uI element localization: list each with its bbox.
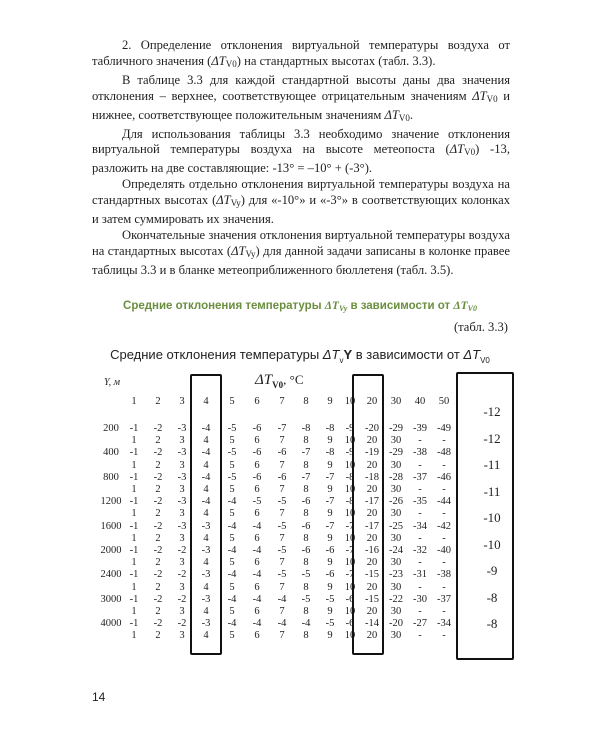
table-cell: 10 [344, 532, 356, 544]
table-cell: 20 [366, 484, 378, 495]
table-cell: - [442, 435, 446, 447]
table-cell: - [418, 484, 422, 495]
table-cell: -4 [227, 593, 237, 605]
table-cell: 9 [327, 581, 333, 593]
table-cell: -6 [252, 447, 262, 459]
table-cell: -16 [365, 545, 379, 556]
height-label: 1200 [100, 496, 122, 508]
table-cell: 8 [303, 581, 309, 593]
table-cell: 8 [303, 532, 309, 544]
table-cell: -18 [365, 471, 379, 483]
table-cell: -6 [301, 496, 311, 508]
table-cell: -7 [325, 496, 335, 508]
table-cell: -17 [365, 520, 379, 532]
table-cell: 3 [179, 581, 185, 593]
table-cell: -2 [177, 593, 187, 605]
table-cell: 20 [366, 459, 378, 471]
column-header: 1 [131, 396, 137, 407]
table-cell: -2 [153, 471, 163, 483]
table-cell: -20 [389, 618, 403, 630]
table-cell: 30 [390, 508, 402, 520]
table-cell: 20 [366, 581, 378, 593]
table-cell: - [418, 581, 422, 593]
column-header: 20 [366, 396, 378, 407]
table-cell: -3 [201, 545, 211, 556]
table-cell: -37 [437, 593, 451, 605]
table-cell: -37 [413, 471, 427, 483]
result-value: -11 [483, 457, 501, 472]
table-cell: - [442, 557, 446, 569]
table-cell: -6 [301, 520, 311, 532]
table-cell: -6 [325, 545, 335, 556]
table-cell: -34 [437, 618, 451, 630]
table-cell: -4 [252, 569, 262, 581]
table-cell: 30 [390, 630, 402, 642]
column-header: 50 [438, 396, 450, 407]
table-cell: -29 [389, 447, 403, 459]
table-cell: -2 [153, 569, 163, 581]
column-header: 7 [279, 396, 285, 407]
table-cell: 6 [254, 532, 260, 544]
table-cell: 8 [303, 484, 309, 495]
column-header: 8 [303, 396, 309, 407]
table-cell: - [418, 435, 422, 447]
table-cell: 6 [254, 459, 260, 471]
height-label: 400 [103, 447, 119, 459]
table-cell: -26 [389, 496, 403, 508]
table-cell: 8 [303, 459, 309, 471]
table-cell: 10 [344, 606, 356, 617]
table-cell: -3 [177, 471, 187, 483]
table-cell: -25 [389, 520, 403, 532]
table-cell: -9 [345, 447, 355, 459]
column-header: 5 [229, 396, 235, 407]
table-cell: 7 [279, 435, 285, 447]
table-cell: -35 [413, 496, 427, 508]
table-cell: 8 [303, 435, 309, 447]
table-cell: -3 [201, 520, 211, 532]
table-cell: -24 [389, 545, 403, 556]
table-cell: 6 [254, 508, 260, 520]
table-cell: -5 [325, 593, 335, 605]
table-cell: 20 [366, 508, 378, 520]
table-cell: - [442, 508, 446, 520]
table-cell: 7 [279, 606, 285, 617]
table-cell: 10 [344, 630, 356, 642]
table-reference: (табл. 3.3) [453, 320, 508, 334]
table-cell: 8 [303, 630, 309, 642]
table-cell: -6 [252, 423, 262, 434]
table-cell: 7 [279, 630, 285, 642]
table-cell: -7 [301, 447, 311, 459]
table-cell: -5 [277, 520, 287, 532]
table-cell: 3 [179, 508, 185, 520]
paragraph: Окончательные значения отклонения виртуальной температуры воздуха на стандартных высотах $(\Delta T_{Vy})$ для данной задачи записаны в колонке правее таблицы 3.3 и в бланке метеоприближенного бюллетеня (табл. 3.5). [92, 227, 510, 277]
table-title: Средние отклонения температуры $\Delta T_vY$ в зависимости от $\Delta T_{V0}$ [110, 347, 490, 365]
table-cell: -6 [252, 471, 262, 483]
paragraph: 2. Определение отклонения виртуальной температуры воздуха от табличного значения $(\Delta T_{V0})$ на стандартных высотах (табл. 3.3). [92, 38, 510, 69]
table-cell: -40 [437, 545, 451, 556]
table-cell: -4 [201, 496, 211, 508]
table-cell: 5 [229, 606, 235, 617]
table-cell: -9 [345, 423, 355, 434]
table-cell: 9 [327, 557, 333, 569]
table-cell: 20 [366, 532, 378, 544]
table-cell: -32 [413, 545, 427, 556]
table-cell: -5 [227, 423, 237, 434]
table-cell: -7 [325, 471, 335, 483]
table-cell: 1 [131, 581, 137, 593]
table-cell: - [442, 484, 446, 495]
table-cell: 9 [327, 459, 333, 471]
table-cell: -2 [153, 496, 163, 508]
table-cell: 30 [390, 581, 402, 593]
table-cell: 1 [131, 435, 137, 447]
table-cell: 10 [344, 508, 356, 520]
table-cell: -38 [437, 569, 451, 581]
table-cell: 4 [203, 630, 209, 642]
table-cell: 6 [254, 581, 260, 593]
table-cell: 3 [179, 630, 185, 642]
table-cell: 5 [229, 581, 235, 593]
table-cell: -4 [277, 618, 287, 630]
table-cell: -5 [301, 569, 311, 581]
table-cell: -4 [227, 618, 237, 630]
table-cell: 10 [344, 459, 356, 471]
table-cell: 1 [131, 532, 137, 544]
table-cell: -6 [345, 593, 355, 605]
table-cell: -17 [365, 496, 379, 508]
table-cell: - [418, 606, 422, 617]
height-axis-label: Y, м [104, 377, 121, 388]
column-header: 4 [203, 396, 209, 407]
table-cell: -2 [153, 520, 163, 532]
table-cell: -3 [177, 423, 187, 434]
table-cell: 5 [229, 435, 235, 447]
table-cell: -4 [252, 545, 262, 556]
table-cell: -4 [252, 520, 262, 532]
table-cell: -4 [301, 618, 311, 630]
highlight-column-4 [190, 374, 222, 655]
table-cell: -7 [277, 423, 287, 434]
page-number: 14 [92, 690, 106, 704]
table-cell: -7 [325, 520, 335, 532]
table-cell: 30 [390, 532, 402, 544]
table-cell: -2 [177, 545, 187, 556]
table-cell: -30 [413, 593, 427, 605]
table-cell: -44 [437, 496, 451, 508]
table-cell: 5 [229, 484, 235, 495]
height-label: 3000 [100, 593, 122, 605]
table-cell: -6 [277, 471, 287, 483]
table-cell: 7 [279, 557, 285, 569]
table-cell: -14 [365, 618, 379, 630]
column-header: 40 [414, 396, 426, 407]
table-cell: - [442, 581, 446, 593]
table-cell: - [418, 508, 422, 520]
table-cell: 9 [327, 532, 333, 544]
table-cell: -6 [325, 569, 335, 581]
table-cell: 8 [303, 508, 309, 520]
table-cell: 6 [254, 484, 260, 495]
result-value: -10 [483, 536, 501, 552]
table-cell: 4 [203, 508, 209, 520]
table-cell: -3 [177, 447, 187, 459]
table-cell: -1 [129, 471, 139, 483]
table-cell: 10 [344, 557, 356, 569]
table-caption: Средние отклонения температуры $\Delta T_{Vy}$ в зависимости от ΔTV0 [123, 300, 477, 313]
table-cell: 2 [155, 508, 161, 520]
table-cell: -6 [301, 545, 311, 556]
table-cell: 30 [390, 606, 402, 617]
table-cell: 6 [254, 606, 260, 617]
table-cell: 20 [366, 557, 378, 569]
table-cell: -15 [365, 593, 379, 605]
table-cell: -4 [227, 569, 237, 581]
table-cell: -5 [227, 471, 237, 483]
table-cell: 6 [254, 557, 260, 569]
table-cell: -5 [301, 593, 311, 605]
table-cell: -1 [129, 593, 139, 605]
table-cell: 1 [131, 606, 137, 617]
table-cell: -2 [177, 569, 187, 581]
table-cell: - [418, 459, 422, 471]
table-cell: -4 [227, 496, 237, 508]
table-cell: -42 [437, 520, 451, 532]
table-cell: - [418, 532, 422, 544]
table-cell: -38 [413, 447, 427, 459]
table-cell: 5 [229, 532, 235, 544]
result-value: -8 [486, 616, 498, 631]
table-cell: 5 [229, 557, 235, 569]
column-header: 3 [179, 396, 185, 407]
table-cell: - [442, 630, 446, 642]
body-text [92, 38, 510, 279]
table-cell: -6 [277, 447, 287, 459]
table-cell: 9 [327, 484, 333, 495]
table-cell: 7 [279, 459, 285, 471]
table-cell: -20 [365, 423, 379, 434]
table-cell: 30 [390, 557, 402, 569]
table-cell: -2 [153, 618, 163, 630]
table-cell: -5 [325, 618, 335, 630]
table-cell: 3 [179, 557, 185, 569]
table-cell: -31 [413, 569, 427, 581]
table-cell: -39 [413, 423, 427, 434]
table-cell: -2 [177, 618, 187, 630]
table-cell: -7 [345, 569, 355, 581]
paragraph: Для использования таблицы 3.3 необходимо значение отклонения виртуальной температуры воздуха на высоте метеопоста $(\Delta T_{V0})$ -13, разложить на две составляющие: -13° = –10° + (-3°). [92, 126, 510, 176]
column-header: 30 [390, 396, 402, 407]
table-cell: -4 [252, 593, 262, 605]
table-cell: -4 [227, 545, 237, 556]
table-cell: 4 [203, 532, 209, 544]
table-cell: 9 [327, 630, 333, 642]
height-label: 4000 [100, 618, 122, 630]
table-cell: -2 [153, 593, 163, 605]
table-cell: -4 [201, 471, 211, 483]
table-cell: -1 [129, 618, 139, 630]
table-cell: -8 [345, 471, 355, 483]
delta-t-header: $\Delta T_{V0}$, °C [255, 372, 304, 390]
table-cell: 9 [327, 606, 333, 617]
table-cell: - [418, 630, 422, 642]
table-cell: -1 [129, 520, 139, 532]
table-cell: 5 [229, 508, 235, 520]
table-cell: -29 [389, 423, 403, 434]
result-value: -12 [483, 430, 501, 446]
table-cell: -5 [252, 496, 262, 508]
table-cell: 5 [229, 630, 235, 642]
table-cell: 1 [131, 484, 137, 495]
result-value: -8 [486, 589, 498, 605]
table-cell: 2 [155, 484, 161, 495]
table-cell: 1 [131, 508, 137, 520]
table-cell: -15 [365, 569, 379, 581]
table-cell: -5 [277, 569, 287, 581]
table-cell: 3 [179, 459, 185, 471]
result-value: -11 [483, 483, 501, 499]
table-cell: -8 [345, 496, 355, 508]
table-cell: -5 [277, 545, 287, 556]
table-cell: -22 [389, 593, 403, 605]
table-cell: 30 [390, 435, 402, 447]
table-cell: 7 [279, 581, 285, 593]
table-cell: -7 [345, 520, 355, 532]
table-cell: 3 [179, 484, 185, 495]
table-cell: -4 [201, 447, 211, 459]
table-cell: 10 [344, 484, 356, 495]
table-cell: 10 [344, 435, 356, 447]
table-cell: -5 [227, 447, 237, 459]
table-cell: -8 [301, 423, 311, 434]
table-cell: 2 [155, 459, 161, 471]
table-cell: -7 [345, 545, 355, 556]
table-cell: 5 [229, 459, 235, 471]
table-cell: -5 [277, 496, 287, 508]
table-cell: 8 [303, 557, 309, 569]
table-cell: 30 [390, 484, 402, 495]
height-label: 800 [103, 471, 119, 483]
table-cell: -2 [153, 447, 163, 459]
table-cell: -2 [153, 423, 163, 434]
table-cell: -3 [177, 496, 187, 508]
column-header: 9 [327, 396, 333, 407]
table-cell: 6 [254, 435, 260, 447]
table-cell: 4 [203, 484, 209, 495]
table-cell: -3 [201, 618, 211, 630]
table-cell: -8 [325, 423, 335, 434]
table-cell: -7 [301, 471, 311, 483]
table-cell: - [442, 606, 446, 617]
table-cell: -48 [437, 447, 451, 459]
table-cell: -34 [413, 520, 427, 532]
table-cell: 2 [155, 435, 161, 447]
table-cell: 1 [131, 630, 137, 642]
result-value: -12 [483, 404, 501, 419]
table-cell: 7 [279, 532, 285, 544]
table-cell: 2 [155, 630, 161, 642]
table-cell: 3 [179, 435, 185, 447]
table-cell: -27 [413, 618, 427, 630]
table-cell: 2 [155, 557, 161, 569]
table-cell: -23 [389, 569, 403, 581]
table-cell: - [418, 557, 422, 569]
table-cell: -1 [129, 569, 139, 581]
table-cell: 4 [203, 459, 209, 471]
height-label: 1600 [100, 520, 122, 532]
table-cell: 20 [366, 630, 378, 642]
table-cell: - [442, 459, 446, 471]
table-cell: -1 [129, 423, 139, 434]
table-cell: -6 [345, 618, 355, 630]
table-cell: -1 [129, 545, 139, 556]
table-cell: 9 [327, 435, 333, 447]
table-cell: 8 [303, 606, 309, 617]
table-cell: 20 [366, 606, 378, 617]
height-label: 2400 [100, 569, 122, 581]
table-cell: -4 [277, 593, 287, 605]
table-cell: -4 [227, 520, 237, 532]
column-header: 10 [344, 396, 356, 407]
table-cell: -2 [153, 545, 163, 556]
table-cell: 2 [155, 532, 161, 544]
table-cell: 7 [279, 508, 285, 520]
table-cell: -4 [201, 423, 211, 434]
table-cell: 2 [155, 606, 161, 617]
table-cell: -3 [201, 569, 211, 581]
paragraph: Определять отдельно отклонения виртуальной температуры воздуха на стандартных высотах $(\Delta T_{Vy})$ для «-10°» и «-3°» в соответствующих колонках и затем суммировать их значения. [92, 177, 510, 227]
table-cell: - [442, 532, 446, 544]
table-cell: 4 [203, 581, 209, 593]
column-header: 2 [155, 396, 161, 407]
table-cell: -1 [129, 496, 139, 508]
table-cell: 1 [131, 459, 137, 471]
table-cell: 10 [344, 581, 356, 593]
table-cell: -46 [437, 471, 451, 483]
table-cell: 3 [179, 532, 185, 544]
table-cell: -3 [177, 520, 187, 532]
table-cell: 6 [254, 630, 260, 642]
table-cell: -8 [325, 447, 335, 459]
table-cell: 7 [279, 484, 285, 495]
height-label: 200 [103, 423, 119, 434]
table-cell: -19 [365, 447, 379, 459]
height-label: 2000 [100, 545, 122, 556]
paragraph: В таблице 3.3 для каждой стандартной высоты даны два значения отклонения – верхнее, соответствующее отрицательным значениям $\Delta T_{V0}$ и нижнее, соответствующее положительным значениям $\Delta T_{V0}$. [92, 72, 511, 123]
column-header: 6 [254, 396, 260, 407]
table-cell: -4 [252, 618, 262, 630]
table-cell: 4 [203, 606, 209, 617]
table-cell: 1 [131, 557, 137, 569]
table-cell: 30 [390, 459, 402, 471]
table-cell: -49 [437, 423, 451, 434]
table-cell: 9 [327, 508, 333, 520]
table-cell: -1 [129, 447, 139, 459]
table-cell: 4 [203, 557, 209, 569]
table-cell: -28 [389, 471, 403, 483]
result-value: -10 [483, 510, 501, 525]
result-value: -9 [486, 563, 498, 578]
highlight-column-20 [352, 374, 384, 655]
table-cell: 20 [366, 435, 378, 447]
table-cell: 2 [155, 581, 161, 593]
table-cell: -3 [201, 593, 211, 605]
table-cell: 4 [203, 435, 209, 447]
table-cell: 3 [179, 606, 185, 617]
